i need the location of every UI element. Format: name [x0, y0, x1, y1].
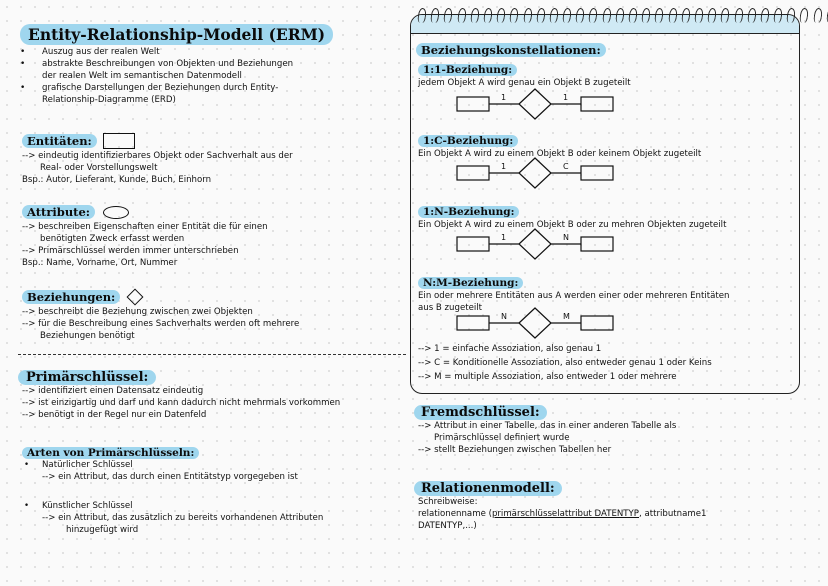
relation-2-desc: Ein Objekt A wird zu einem Objekt B oder keinem Objekt zugeteilt [418, 149, 702, 159]
entitaeten-text: --> eindeutig identifizierbares Objekt oder Sachverhalt aus der Real- oder Vorstellungswelt Bsp.: Autor, Lieferant, Kunde, Buch, Einhorn [22, 151, 293, 185]
notebook-ring-icon [747, 8, 757, 24]
relationship-diamond [519, 158, 551, 188]
relationship-diamond [519, 308, 551, 338]
section-divider [18, 354, 406, 355]
intro-item-3: • grafische Darstellungen der Beziehungen durch Entity- Relationship-Diagramme (ERD) [18, 82, 398, 106]
notebook-ring-icon [615, 8, 625, 24]
relationen-heading: Relationenmodell: [414, 481, 562, 496]
fremd-text: --> Attribut in einer Tabelle, das in einer anderen Tabelle als Primärschlüssel definiert wurde --> stellt Beziehungen zwischen Tabellen her [418, 421, 677, 455]
beziehungen-text: --> beschreibt die Beziehung zwischen zwei Objekten --> für die Beschreibung eines Sachverhalts werden oft mehrere Beziehungen benötigt [22, 307, 300, 341]
relation-1-diagram [455, 88, 615, 120]
relation-1-title: 1:1-Beziehung: [418, 64, 517, 76]
cardinality-left-label: N [501, 312, 507, 321]
beziehungskonst-header [416, 39, 606, 58]
arten-artificial: • Künstlicher Schlüssel --> ein Attribut, das zusätzlich zu bereits vorhandenen Attributen hinzugefügt wird [24, 501, 324, 535]
notebook-ring-icon [522, 8, 532, 24]
beziehungen-heading: Beziehungen: [22, 290, 120, 304]
notebook-ring-icon [813, 8, 823, 24]
page-title: Entity-Relationship-Modell (ERM) [20, 24, 333, 45]
notebook-ring-icon [799, 8, 809, 24]
entity-b-box [581, 166, 613, 180]
primaer-text: --> identifiziert einen Datensatz eindeutig --> ist einzigartig und darf und kann dadurch nicht mehrmals vorkommen --> benötigt in der Regel nur ein Datenfeld [22, 386, 341, 420]
primaer-heading: Primärschlüssel: [18, 370, 156, 385]
notebook-ring-icon [588, 8, 598, 24]
fremd-heading: Fremdschlüssel: [414, 405, 547, 420]
notebook-ring-icon [654, 8, 664, 24]
relation-3-desc: Ein Objekt A wird zu einem Objekt B oder zu mehren Objekten zugeteilt [418, 220, 727, 230]
arten-header [22, 441, 199, 460]
entity-b-box [581, 316, 613, 330]
relation-4-title: N:M-Beziehung: [418, 277, 523, 289]
entity-a-box [457, 97, 489, 111]
cardinality-right-label: C [563, 162, 569, 171]
relation-block-2 [418, 129, 701, 160]
left-column [20, 24, 333, 45]
relationship-diamond [519, 89, 551, 119]
cardinality-right-label: M [563, 312, 570, 321]
arten-heading: Arten von Primärschlüsseln: [22, 447, 199, 459]
notebook-ring-icon [694, 8, 704, 24]
relationship-diamond [519, 229, 551, 259]
notebook-ring-icon [773, 8, 783, 24]
notebook-ring-icon [668, 8, 678, 24]
entity-a-box [457, 237, 489, 251]
attribute-header [22, 205, 129, 219]
relationship-diamond-icon [127, 289, 144, 306]
entity-rectangle-icon [103, 133, 135, 149]
notebook-ring-icon [602, 8, 612, 24]
beziehungskonst-heading: Beziehungskonstellationen: [416, 43, 606, 57]
notebook-ring-icon [457, 8, 467, 24]
intro-item-1: • Auszug aus der realen Welt [18, 46, 398, 58]
entity-a-box [457, 166, 489, 180]
entitaeten-heading: Entitäten: [22, 134, 97, 148]
notebook-ring-icon [720, 8, 730, 24]
notebook-ring-icon [628, 8, 638, 24]
relation-3-diagram [455, 228, 615, 260]
intro-item-2: • abstrakte Beschreibungen von Objekten und Beziehungen der realen Welt im semantischen Datenmodell [18, 58, 398, 82]
arten-natural: • Natürlicher Schlüssel --> ein Attribut, das durch einen Entitätstyp vorgegeben ist [24, 460, 298, 482]
relation-block-1 [418, 58, 631, 89]
relationen-text: Schreibweise: relationenname (primärschlüsselattribut DATENTYP, attributname1 DATENTYP,...) [418, 497, 707, 531]
notebook-ring-icon [417, 8, 427, 24]
entity-b-box [581, 97, 613, 111]
cardinality-right-label: 1 [563, 93, 569, 102]
notebook-rings [418, 8, 828, 23]
beziehungen-header [22, 290, 141, 304]
relation-4-diagram [455, 307, 615, 339]
entitaeten-header [22, 133, 135, 149]
relation-2-diagram [455, 157, 615, 189]
notebook-ring-icon [536, 8, 546, 24]
relationen-header [414, 477, 562, 496]
notebook-ring-icon [733, 8, 743, 24]
attribute-heading: Attribute: [22, 205, 95, 219]
attribute-oval-icon [103, 206, 129, 219]
relation-3-title: 1:N-Beziehung: [418, 206, 519, 218]
cardinality-legend: --> 1 = einfache Assoziation, also genau 1 --> C = Konditionelle Assoziation, also entweder genau 1 oder Keins --> M = multiple Assoziation, also entweder 1 oder mehrere [418, 344, 712, 382]
notebook-ring-icon [681, 8, 691, 24]
cardinality-left-label: 1 [501, 233, 507, 242]
cardinality-right-label: N [563, 233, 569, 242]
notebook-ring-icon [641, 8, 651, 24]
notebook-ring-icon [575, 8, 585, 24]
entity-b-box [581, 237, 613, 251]
attribute-text: --> beschreiben Eigenschaften einer Entität die für einen benötigten Zweck erfasst werden --> Primärschlüssel werden immer unterschrieben Bsp.: Name, Vorname, Ort, Nummer [22, 222, 268, 268]
relation-2-title: 1:C-Beziehung: [418, 135, 518, 147]
cardinality-left-label: 1 [501, 162, 507, 171]
notebook-ring-icon [443, 8, 453, 24]
fremd-header [414, 401, 547, 420]
notebook-ring-icon [430, 8, 440, 24]
entity-a-box [457, 316, 489, 330]
relation-4-desc-2: aus B zugeteilt [418, 303, 483, 313]
cardinality-left-label: 1 [501, 93, 507, 102]
primaer-header [18, 366, 156, 385]
relation-block-3 [418, 200, 726, 231]
notebook-ring-icon [562, 8, 572, 24]
notebook-ring-icon [760, 8, 770, 24]
relation-1-desc: jedem Objekt A wird genau ein Objekt B zugeteilt [418, 78, 631, 88]
notebook-ring-icon [496, 8, 506, 24]
notebook-ring-icon [549, 8, 559, 24]
notebook-ring-icon [470, 8, 480, 24]
notebook-ring-icon [509, 8, 519, 24]
notebook-ring-icon [786, 8, 796, 24]
notebook-ring-icon [707, 8, 717, 24]
intro-list [18, 46, 398, 106]
notebook-ring-icon [483, 8, 493, 24]
relation-4-desc-1: Ein oder mehrere Entitäten aus A werden einer oder mehreren Entitäten [418, 291, 730, 301]
